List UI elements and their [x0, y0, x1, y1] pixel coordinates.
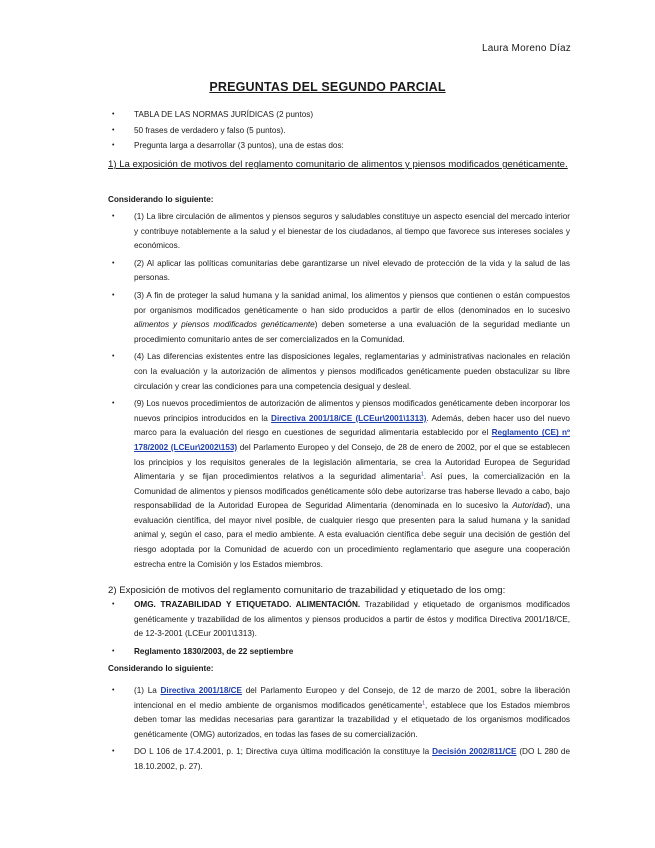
bullet-icon: • — [112, 259, 115, 267]
section1-list-block — [108, 210, 570, 575]
section2-heading: 2) Exposición de motivos del reglamento comunitario de trazabilidad y etiquetado de los omg: — [108, 585, 506, 596]
list-item: • Pregunta larga a desarrollar (3 puntos), una de estas dos: — [108, 139, 570, 154]
list-item: • 50 frases de verdadero y falso (5 puntos). — [108, 124, 570, 139]
bullet-icon: • — [112, 142, 115, 150]
author-name: Laura Moreno Díaz — [481, 43, 571, 54]
section2-considering: Considerando lo siguiente: — [108, 664, 214, 673]
list-item: • DO L 106 de 17.4.2001, p. 1; Directiva cuya última modificación la constituye la Decisión 2002/811/CE (DO L 280 de 18.10.2002, p. 27). — [112, 747, 571, 771]
section2-list — [108, 598, 570, 659]
page-title: PREGUNTAS DEL SEGUNDO PARCIAL — [209, 80, 446, 94]
directive-2001-18-link[interactable]: Directiva 2001/18/CE (LCEur\2001\1313) — [271, 413, 427, 423]
section1-heading: 1) La exposición de motivos del reglamento comunitario de alimentos y piensos modificados genéticamente. — [108, 159, 568, 170]
list-item: • OMG. TRAZABILIDAD Y ETIQUETADO. ALIMENTACIÓN. Trazabilidad y etiquetado de organismos modificados genéticamente y trazabilidad de los alimentos y piensos producidos a partir de éstos y modifica Directiva 2001/18/CE, de 12-3-2001 (LCEur 2001\1313). — [112, 600, 570, 639]
list-item: • (1) La libre circulación de alimentos y piensos seguros y saludables constituye un aspecto esencial del mercado interior y contribuye notablemente a la salud y el bienestar de los ciudadanos, al tiempo que favorece sus intereses sociales y económicos. — [112, 212, 570, 251]
bullet-icon: • — [112, 111, 115, 118]
bullet-icon: • — [112, 748, 115, 756]
intro-list — [108, 108, 570, 154]
section2-list-block — [108, 598, 570, 662]
section1-considering: Considerando lo siguiente: — [108, 195, 214, 204]
decision-2002-811-link[interactable]: Decisión 2002/811/CE — [432, 747, 517, 757]
footnote-ref[interactable]: 1 — [420, 471, 424, 478]
bullet-icon: • — [112, 291, 115, 299]
section2-considering-list-block — [108, 684, 570, 778]
list-item: • (1) La Directiva 2001/18/CE del Parlamento Europeo y del Consejo, de 12 de marzo de 2001, sobre la liberación intencional en el medio ambiente de organismos modificados genéticamente$^1$, establece que los Estados miembros deben tomar las medidas necesarias para garantizar la trazabilidad y el etiquetado de los organismos modificados genéticamente (OMG) autorizados, en todas las fases de su comercialización. — [112, 686, 570, 739]
list-item: • (4) Las diferencias existentes entre las disposiciones legales, reglamentarias y administrativas nacionales en relación con la evaluación y la autorización de alimentos y piensos modificados genéticamente pueden obstaculizar su libre circulación y crear las condiciones para una competencia desigual y desleal. — [112, 352, 570, 391]
footnote-ref[interactable]: 1 — [422, 699, 426, 706]
list-item: • (3) A fin de proteger la salud humana y la sanidad animal, los alimentos y piensos que contienen o están compuestos por organismos modificados genéticamente o han sido producidos a partir de ellos (denominados en lo sucesivo alimentos y piensos modificados genéticamente) deben someterse a una evaluación de la seguridad mediante un procedimiento comunitario antes de ser comercializados en la Comunidad. — [112, 290, 570, 344]
bullet-icon: • — [112, 687, 115, 694]
bullet-icon: • — [112, 400, 115, 408]
bullet-icon: • — [112, 213, 115, 220]
intro-list-block — [108, 108, 570, 155]
list-item: • (2) Al aplicar las políticas comunitarias debe garantizarse un nivel elevado de protección de la vida y la salud de las personas. — [112, 258, 570, 283]
regulation-178-2002-link[interactable]: Reglamento (CE) nº 178/2002 (LCEur\2002\153) — [134, 428, 570, 452]
list-item: • TABLA DE LAS NORMAS JURÍDICAS (2 puntos) — [108, 108, 570, 123]
bullet-icon: • — [112, 647, 115, 655]
list-item: • Reglamento 1830/2003, de 22 septiembre — [108, 645, 570, 660]
directive-2001-18-link[interactable]: Directiva 2001/18/CE — [160, 686, 243, 695]
bullet-icon: • — [112, 353, 115, 361]
bullet-icon: • — [112, 126, 115, 134]
section2-considering-list — [108, 684, 570, 775]
bullet-icon: • — [112, 601, 115, 608]
list-item: • (9) Los nuevos procedimientos de autorización de alimentos y piensos modificados genéticamente deben incorporar los nuevos principios introducidos en la Directiva 2001/18/CE (LCEur\2001\1313). Además, deben hacer uso del nuevo marco para la evaluación del riesgo en cuestiones de seguridad alimentaria establecido por el Reglamento (CE) nº 178/2002 (LCEur\2002\153) del Parlamento Europeo y del Consejo, de 28 de enero de 2002, por el que se establecen los principios y los requisitos generales de la legislación alimentaria, se crea la Autoridad Europea de Seguridad Alimentaria y se fijan procedimientos relativos a la seguridad alimentaria$^1$. Así pues, la comercialización en la Comunidad de alimentos y piensos modificados genéticamente sólo debe autorizarse tras haberse llevado a cabo, bajo responsabilidad de la Autoridad Europea de Seguridad Alimentaria (denominada en lo sucesivo la Autoridad), una evaluación científica, del mayor nivel posible, de cualquier riesgo que presenten para la salud humana y la sanidad animal y, según el caso, para el medio ambiente. A esta evaluación científica debe seguir una decisión de gestión del riesgo adoptada por la Comunidad de acuerdo con un procedimiento reglamentario que asegure una cooperación estrecha entre la Comisión y los Estados miembros. — [112, 399, 570, 569]
section1-list — [108, 210, 570, 572]
